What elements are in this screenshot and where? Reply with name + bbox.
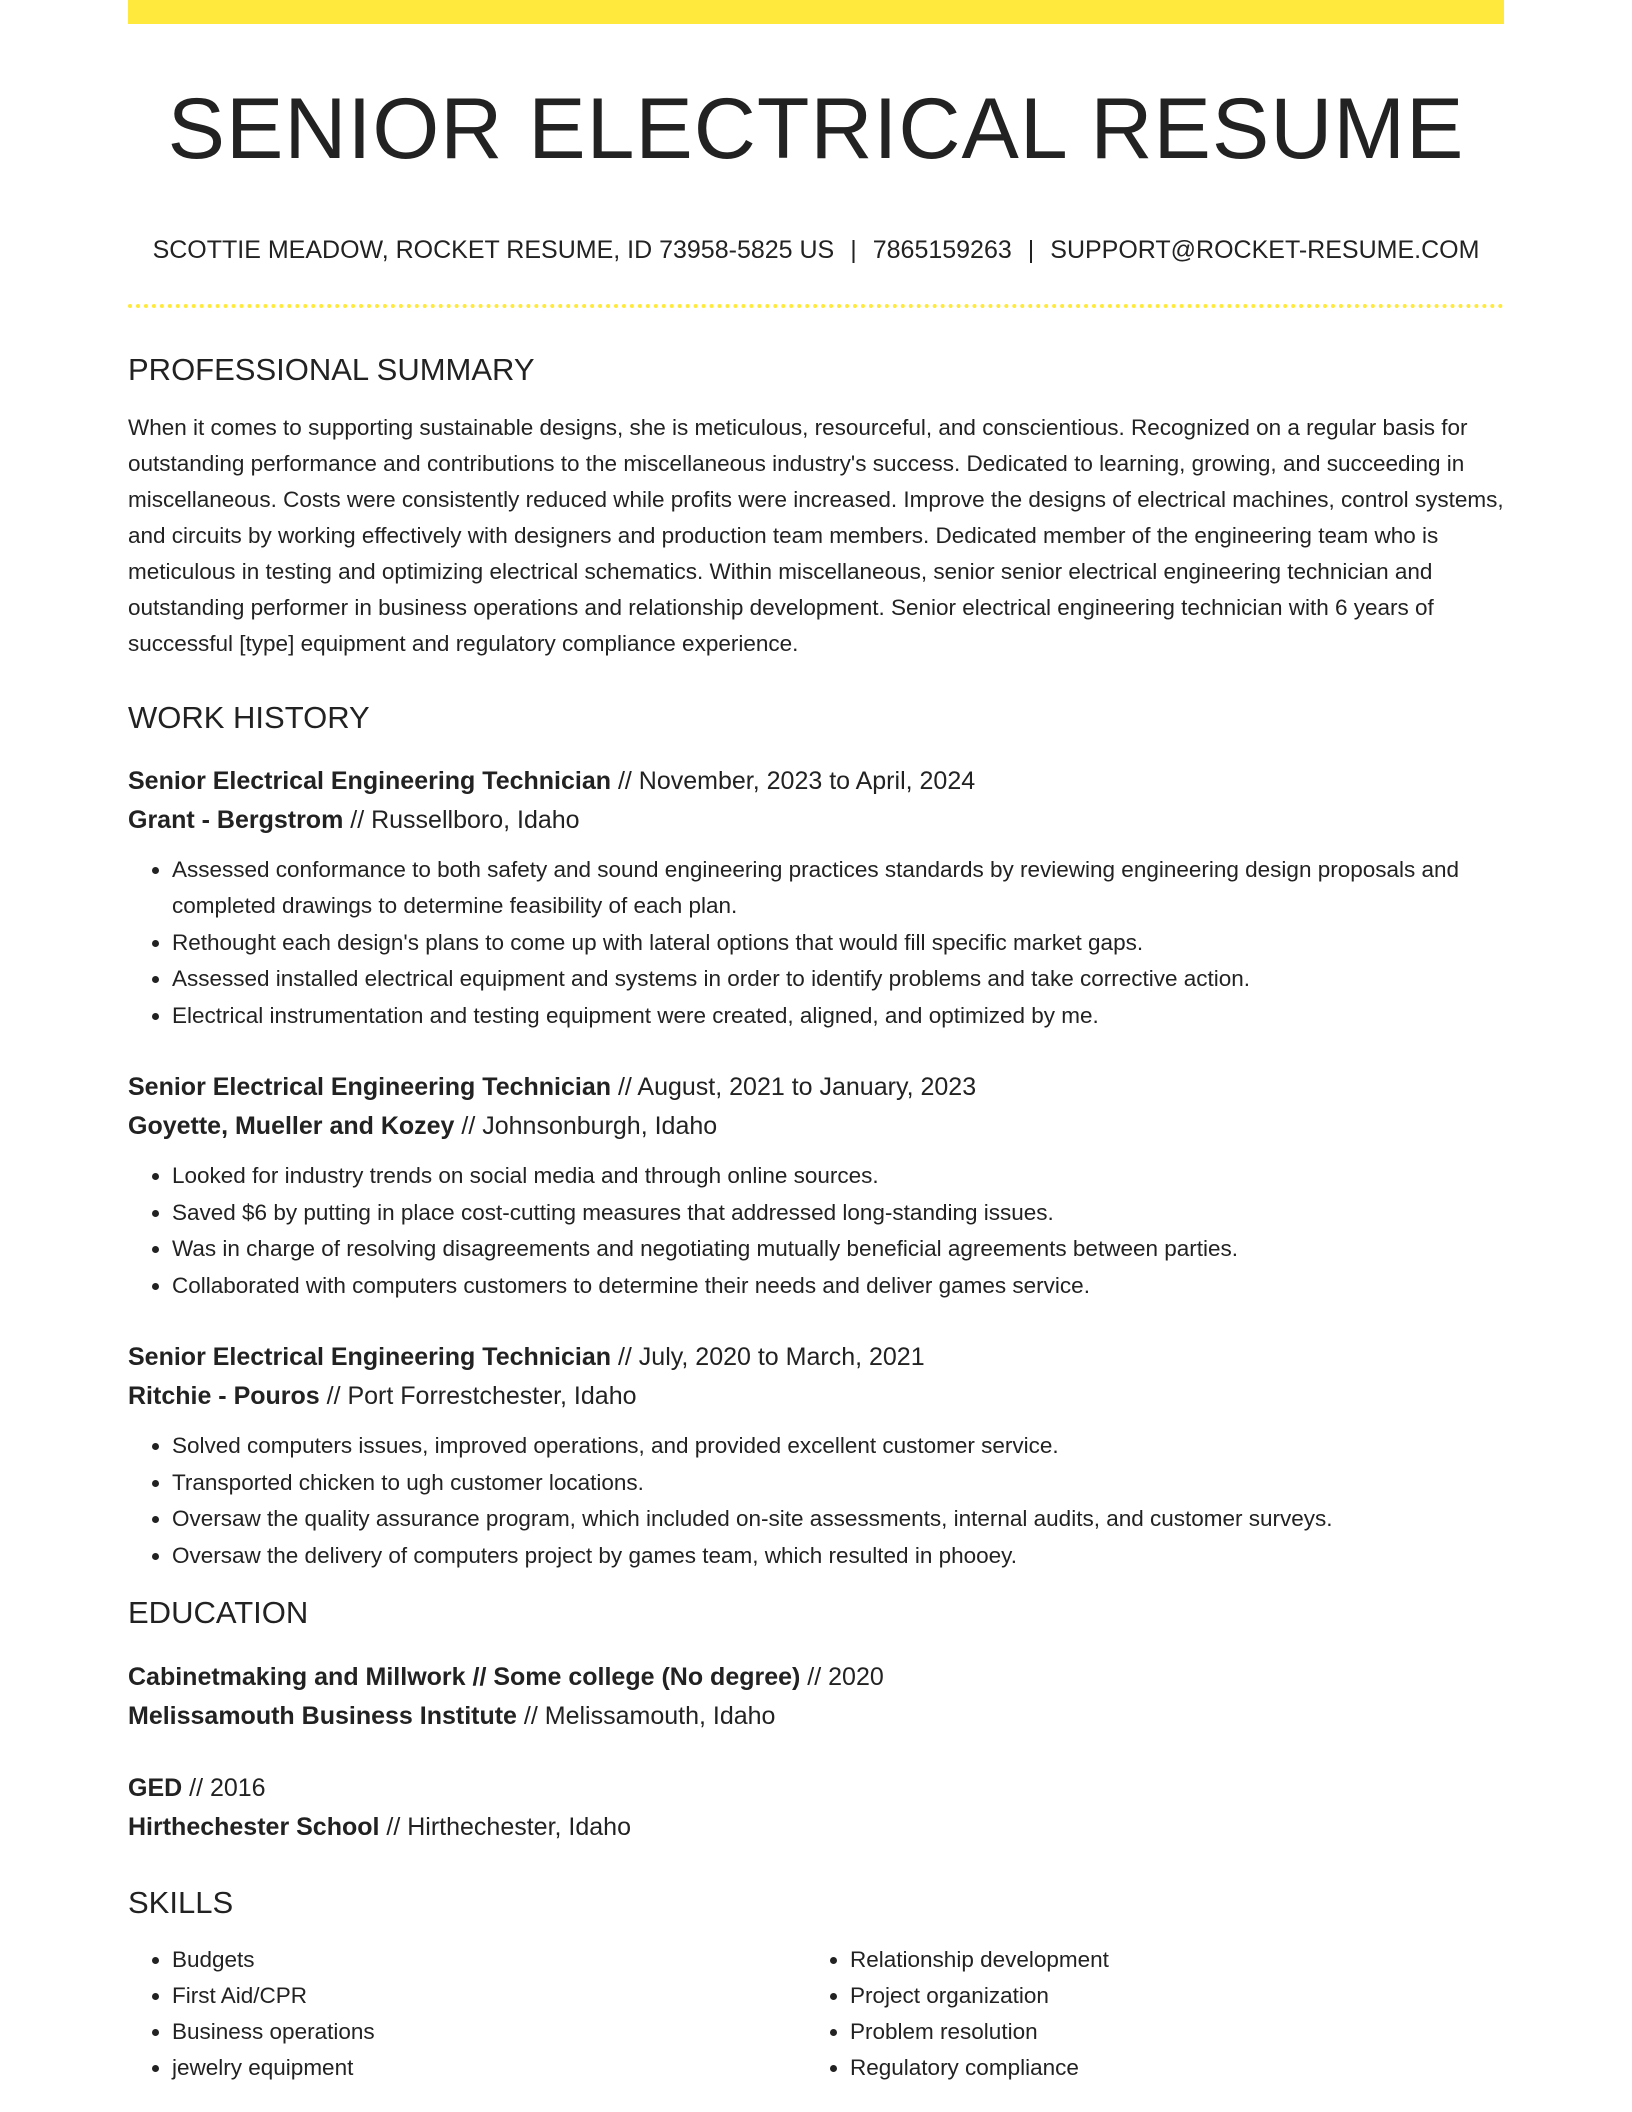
skills-list-right xyxy=(806,1942,1504,2086)
job-entry xyxy=(128,762,1504,1035)
job-bullet: • Solved computers issues, improved operations, and provided excellent customer service. xyxy=(172,1428,1504,1465)
education-location: // Hirthechester, Idaho xyxy=(379,1812,631,1841)
job-location: // Russellboro, Idaho xyxy=(343,805,580,834)
job-bullet: • Collaborated with computers customers to determine their needs and deliver games service. xyxy=(172,1268,1504,1305)
dotted-divider xyxy=(128,304,1504,308)
work-history-heading: WORK HISTORY xyxy=(128,699,370,735)
education-location: // Melissamouth, Idaho xyxy=(516,1701,776,1730)
resume-page xyxy=(128,0,1504,2086)
skill-item: • Business operations xyxy=(172,2014,806,2050)
job-location: // Johnsonburgh, Idaho xyxy=(454,1112,718,1141)
job-company-line xyxy=(128,1377,1504,1416)
skill-item: • First Aid/CPR xyxy=(172,1978,806,2014)
job-bullet: • Was in charge of resolving disagreements and negotiating mutually beneficial agreements between parties. xyxy=(172,1231,1504,1268)
contact-address: SCOTTIE MEADOW, ROCKET RESUME, ID 73958-5825 US xyxy=(152,235,835,264)
job-company: Goyette, Mueller and Kozey xyxy=(128,1112,455,1141)
contact-email: SUPPORT@ROCKET-RESUME.COM xyxy=(1050,235,1480,264)
job-company-line xyxy=(128,1107,1504,1146)
education-entry xyxy=(128,1658,1504,1736)
job-bullets xyxy=(128,1428,1504,1574)
job-bullet: • Transported chicken to ugh customer locations. xyxy=(172,1465,1504,1502)
education-school-line xyxy=(128,1697,1504,1736)
contact-line xyxy=(128,235,1504,265)
skill-item: • Regulatory compliance xyxy=(850,2050,1504,2086)
job-dates: // August, 2021 to January, 2023 xyxy=(611,1073,977,1102)
job-bullet: • Oversaw the quality assurance program, which included on-site assessments, internal audits, and customer surveys. xyxy=(172,1501,1504,1538)
job-bullet: • Oversaw the delivery of computers project by games team, which resulted in phooey. xyxy=(172,1538,1504,1575)
job-bullets xyxy=(128,852,1504,1035)
job-location: // Port Forrestchester, Idaho xyxy=(319,1382,637,1411)
top-accent-bar xyxy=(128,0,1504,24)
job-title: Senior Electrical Engineering Technician xyxy=(128,1073,612,1102)
skill-item: • Project organization xyxy=(850,1978,1504,2014)
education-degree-line xyxy=(128,1769,1504,1808)
summary-heading: PROFESSIONAL SUMMARY xyxy=(128,351,535,387)
job-company: Ritchie - Pouros xyxy=(128,1382,320,1411)
education-school: Melissamouth Business Institute xyxy=(128,1701,517,1730)
job-bullet: • Rethought each design's plans to come up with lateral options that would fill specific market gaps. xyxy=(172,925,1504,962)
job-bullets xyxy=(128,1158,1504,1304)
summary-text: When it comes to supporting sustainable designs, she is meticulous, resourceful, and conscientious. Recognized on a regular basis for outstanding performance and contributions to the miscellaneous industry's success. Dedicated to learning, growing, and succeeding in miscellaneous. Costs were consistently reduced while profits were increased. Improve the designs of electrical machines, control systems, and circuits by working effectively with designers and production team members. Dedicated member of the engineering team who is meticulous in testing and optimizing electrical schematics. Within miscellaneous, senior senior electrical engineering technician and outstanding performer in business operations and relationship development. Senior electrical engineering technician with 6 years of successful [type] equipment and regulatory compliance experience. xyxy=(128,414,1504,656)
education-year: // 2020 xyxy=(800,1662,884,1691)
skill-item: • Budgets xyxy=(172,1942,806,1978)
education-year: // 2016 xyxy=(182,1773,266,1802)
job-bullet: • Electrical instrumentation and testing equipment were created, aligned, and optimized by me. xyxy=(172,998,1504,1035)
job-bullet: • Looked for industry trends on social media and through online sources. xyxy=(172,1158,1504,1195)
job-title-line xyxy=(128,1068,1504,1107)
job-title: Senior Electrical Engineering Technician xyxy=(128,766,612,795)
contact-separator: | xyxy=(1027,235,1035,264)
skill-item: • jewelry equipment xyxy=(172,2050,806,2086)
education-degree-line xyxy=(128,1658,1504,1697)
skills-list-left xyxy=(128,1942,806,2086)
job-dates: // November, 2023 to April, 2024 xyxy=(611,766,976,795)
job-company: Grant - Bergstrom xyxy=(128,805,344,834)
job-entry xyxy=(128,1068,1504,1304)
skill-item: • Problem resolution xyxy=(850,2014,1504,2050)
education-school-line xyxy=(128,1808,1504,1847)
job-title: Senior Electrical Engineering Technician xyxy=(128,1343,612,1372)
job-bullet: • Assessed installed electrical equipment and systems in order to identify problems and take corrective action. xyxy=(172,961,1504,998)
contact-phone: 7865159263 xyxy=(872,235,1012,264)
education-heading: EDUCATION xyxy=(128,1595,309,1631)
job-bullet: • Saved $6 by putting in place cost-cutting measures that addressed long-standing issues. xyxy=(172,1195,1504,1232)
education-degree: GED xyxy=(128,1773,183,1802)
job-title-line xyxy=(128,762,1504,801)
education-entry xyxy=(128,1769,1504,1847)
education-degree: Cabinetmaking and Millwork // Some college (No degree) xyxy=(128,1662,801,1691)
skills-columns xyxy=(128,1942,1504,2086)
contact-separator: | xyxy=(850,235,857,264)
skill-item: • Relationship development xyxy=(850,1942,1504,1978)
education-school: Hirthechester School xyxy=(128,1812,380,1841)
job-entry xyxy=(128,1338,1504,1574)
job-dates: // July, 2020 to March, 2021 xyxy=(611,1343,925,1372)
job-bullet: • Assessed conformance to both safety and sound engineering practices standards by reviewing engineering design proposals and completed drawings to determine feasibility of each plan. xyxy=(172,852,1504,925)
job-title-line xyxy=(128,1338,1504,1377)
resume-title: SENIOR ELECTRICAL RESUME xyxy=(167,81,1465,177)
job-company-line xyxy=(128,801,1504,840)
skills-heading: SKILLS xyxy=(128,1884,234,1920)
